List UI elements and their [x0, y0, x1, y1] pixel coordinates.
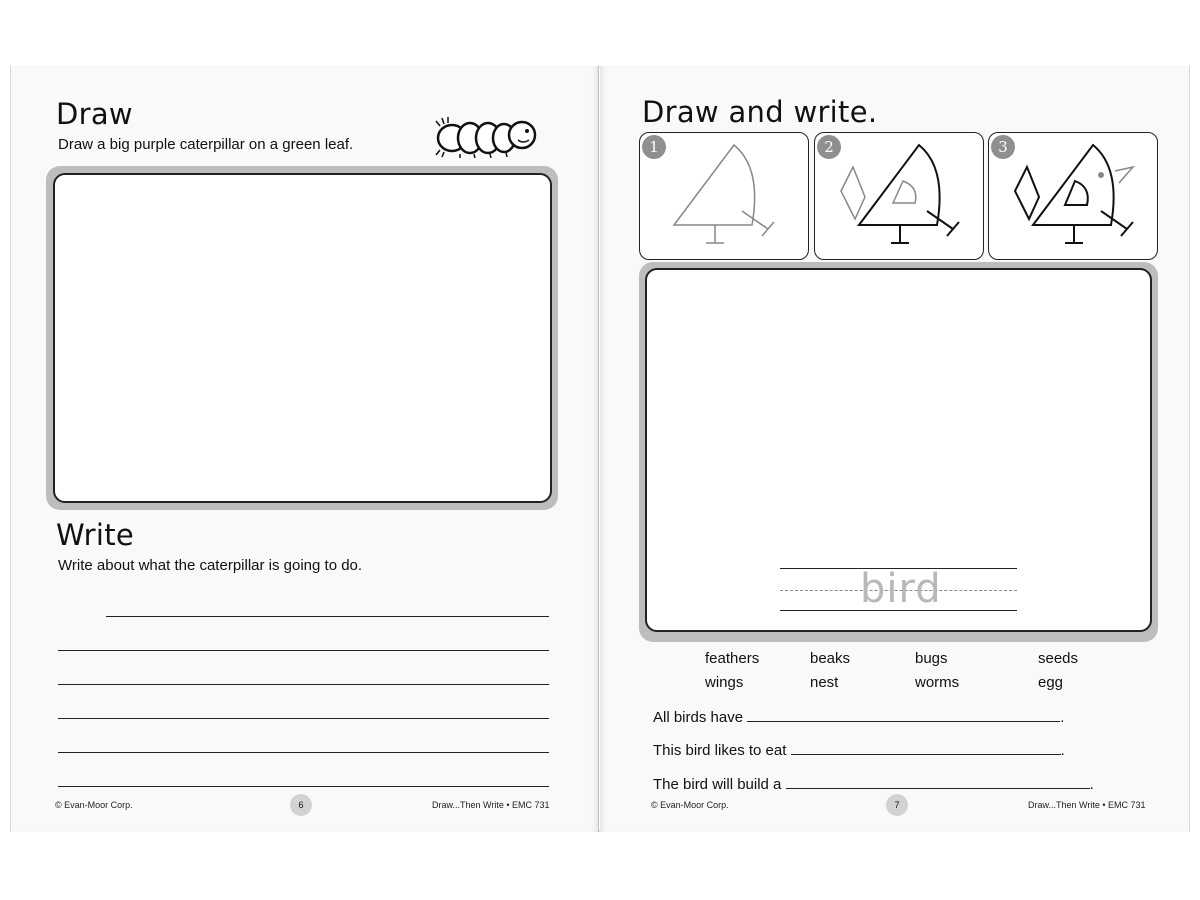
footer-copyright: © Evan-Moor Corp.	[651, 800, 729, 810]
trace-word[interactable]: bird	[860, 566, 942, 612]
draw-heading: Draw	[56, 97, 133, 131]
word-bank-item: beaks	[810, 650, 851, 667]
writing-line[interactable]	[106, 616, 549, 617]
step-box-1	[639, 132, 809, 260]
write-instruction: Write about what the caterpillar is going to do.	[58, 557, 363, 574]
footer-book-title: Draw...Then Write • EMC 731	[432, 800, 550, 810]
footer-copyright: © Evan-Moor Corp.	[55, 800, 133, 810]
write-heading: Write	[56, 518, 135, 552]
bird-drawing-icon	[989, 133, 1159, 261]
draw-area[interactable]	[53, 173, 552, 503]
word-bank-item: bugs	[915, 650, 948, 667]
footer-book-title: Draw...Then Write • EMC 731	[1028, 800, 1146, 810]
step-number: 3	[991, 135, 1015, 159]
word-bank-item: egg	[1038, 674, 1064, 691]
step-number: 1	[642, 135, 666, 159]
step-number: 2	[817, 135, 841, 159]
writing-line[interactable]	[58, 650, 549, 651]
writing-line[interactable]	[58, 786, 549, 787]
sentence-text: This bird likes to eat	[653, 742, 787, 759]
answer-blank[interactable]	[786, 775, 1090, 789]
writing-line[interactable]	[58, 684, 549, 685]
sentence-prompt: This bird likes to eat .	[653, 742, 1065, 759]
bird-drawing-icon	[640, 133, 810, 261]
word-bank-item: worms	[915, 674, 960, 691]
step-box-3	[988, 132, 1158, 260]
sentence-prompt: All birds have .	[653, 709, 1065, 726]
word-bank-item: seeds	[1038, 650, 1079, 667]
word-bank-item: wings	[705, 674, 744, 691]
sentence-text: The bird will build a	[653, 776, 782, 793]
bird-drawing-icon	[815, 133, 985, 261]
sentence-prompt: The bird will build a .	[653, 776, 1094, 793]
writing-line[interactable]	[58, 718, 549, 719]
page-number: 6	[290, 794, 312, 816]
draw-instruction: Draw a big purple caterpillar on a green leaf.	[58, 136, 354, 153]
step-box-2	[814, 132, 984, 260]
draw-and-write-heading: Draw and write.	[642, 95, 878, 129]
answer-blank[interactable]	[747, 708, 1060, 722]
word-bank-item: nest	[810, 674, 839, 691]
caterpillar-icon	[434, 116, 538, 158]
sentence-text: All birds have	[653, 709, 744, 726]
word-bank-item: feathers	[705, 650, 760, 667]
page-number: 7	[886, 794, 908, 816]
answer-blank[interactable]	[791, 741, 1061, 755]
writing-line[interactable]	[58, 752, 549, 753]
